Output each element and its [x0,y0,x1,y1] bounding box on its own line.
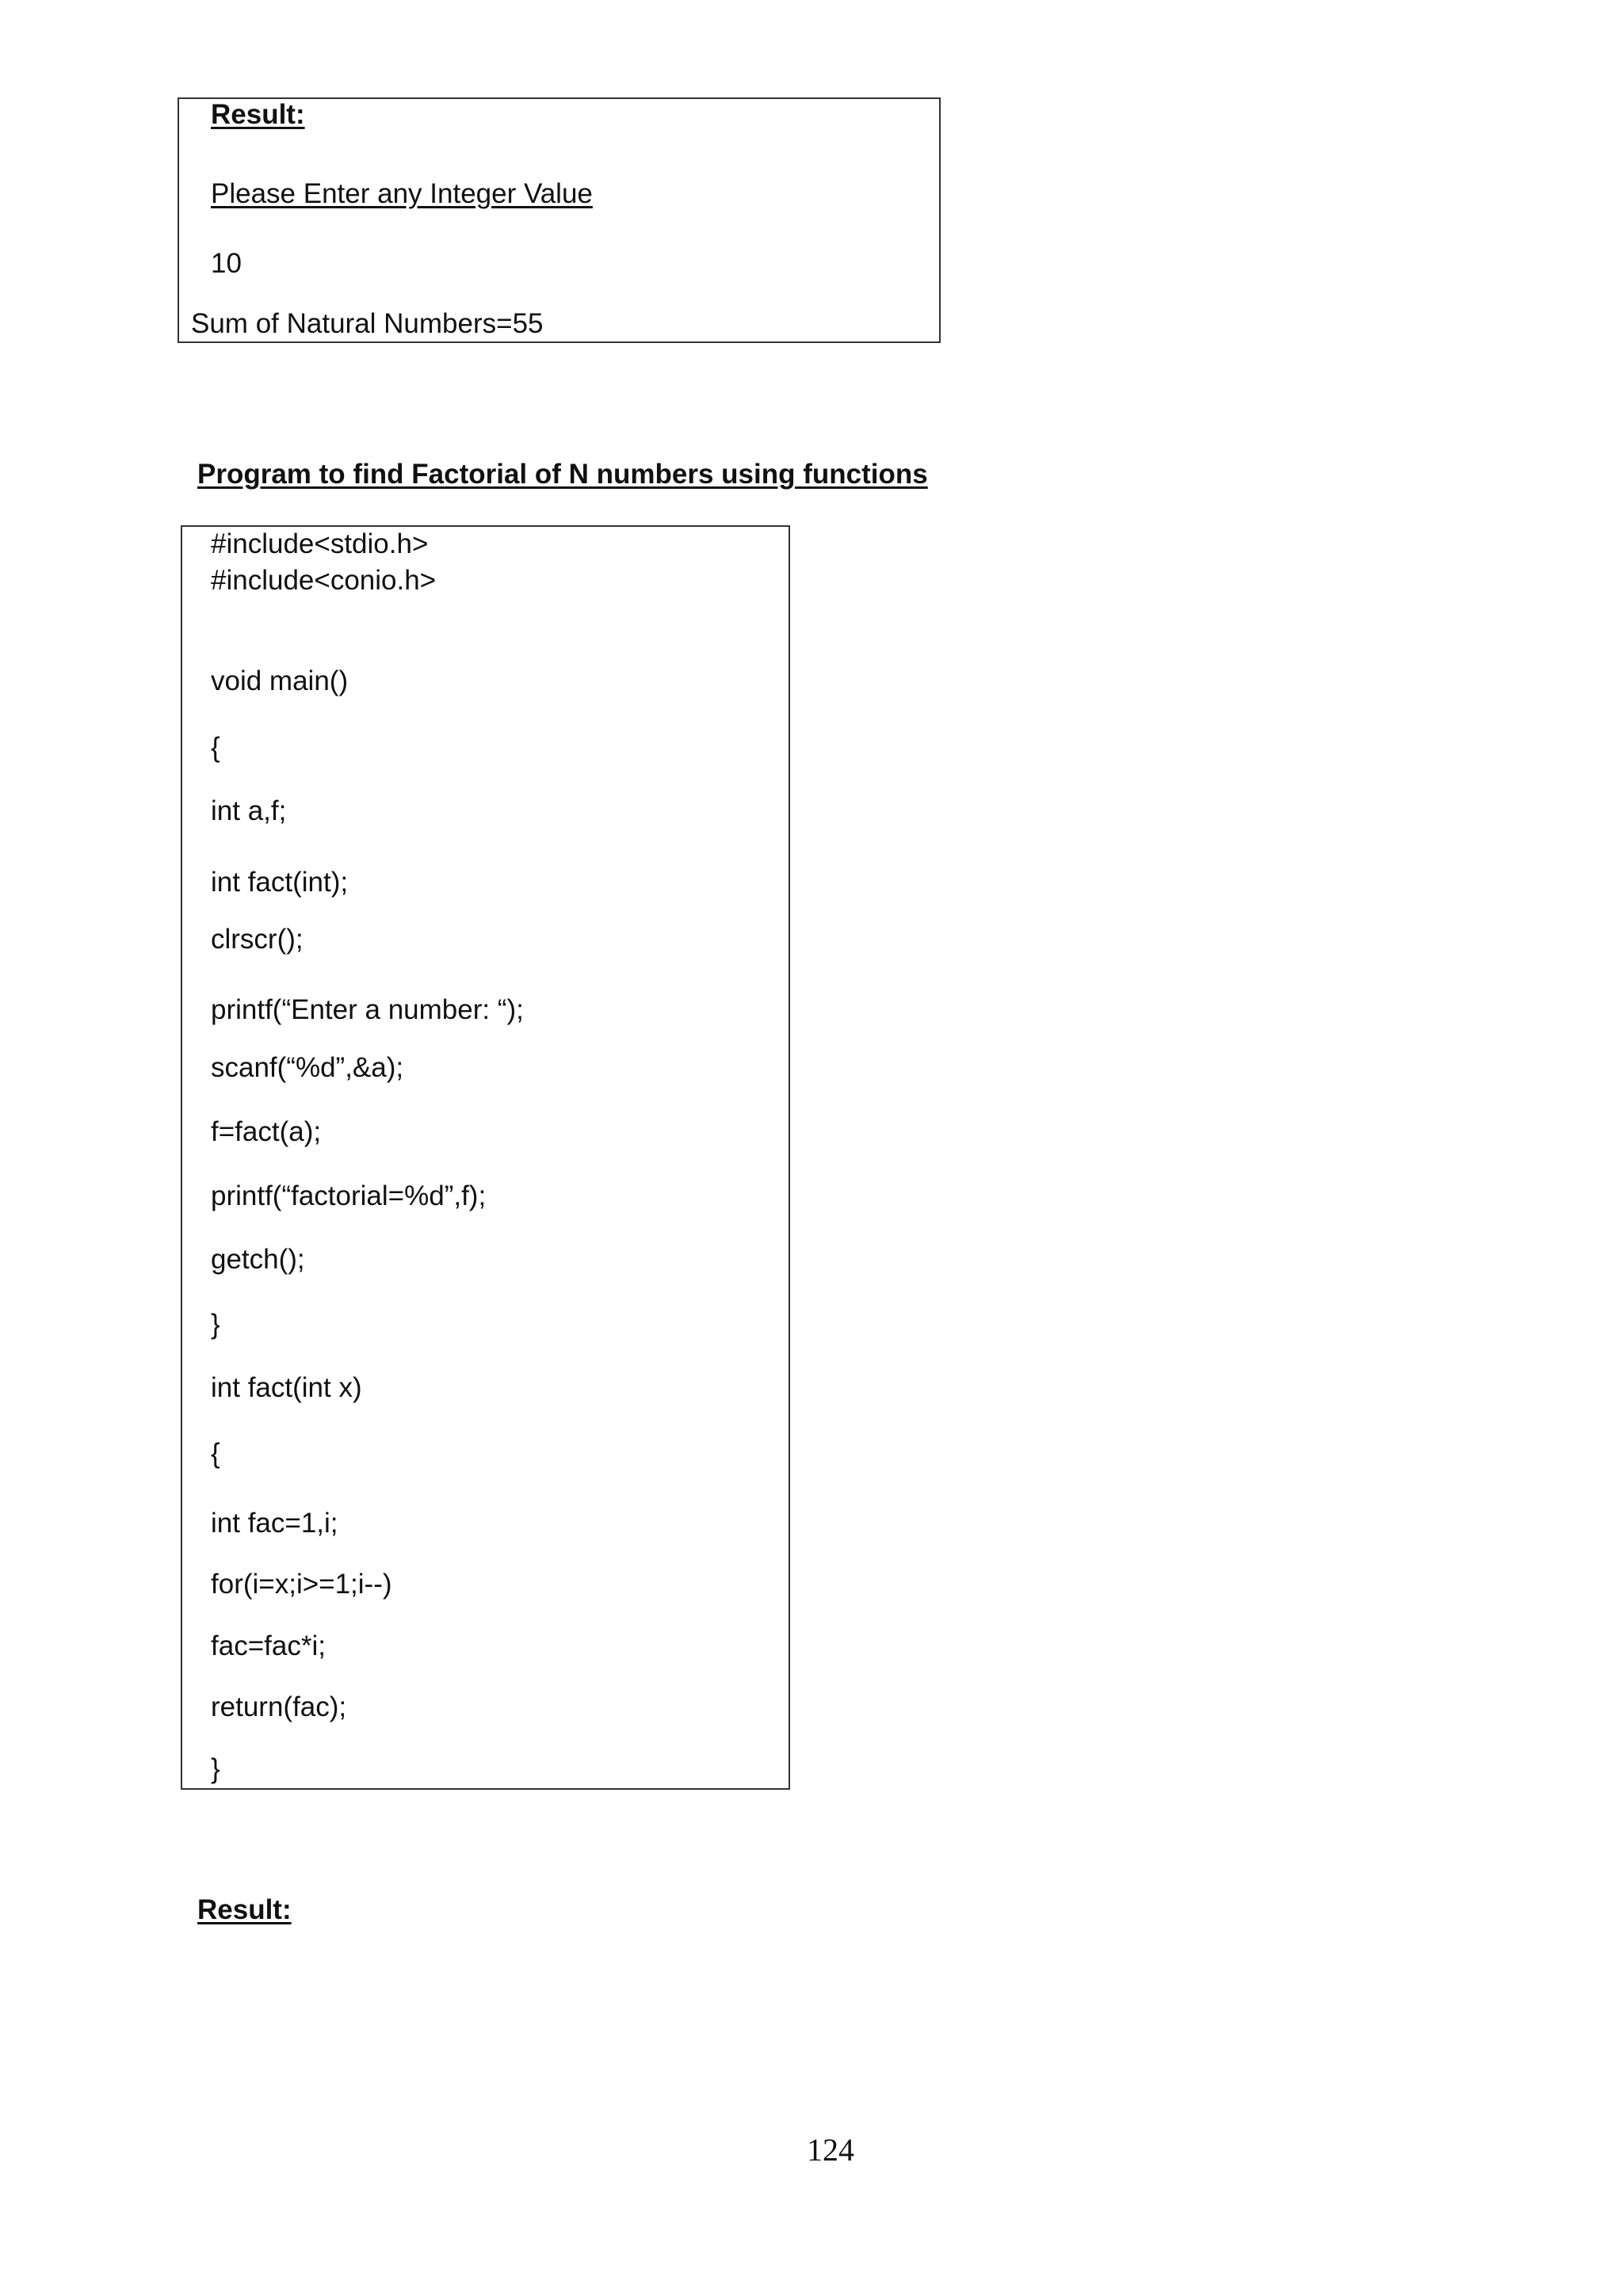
code-line: void main() [211,666,349,696]
code-line: f=fact(a); [211,1116,322,1147]
code-line: int fac=1,i; [211,1508,338,1539]
code-line: int a,f; [211,795,287,826]
result-output-box [178,97,941,343]
code-line: { [211,732,220,763]
code-line: { [211,1438,220,1469]
code-line: scanf(“%d”,&a); [211,1052,404,1083]
code-line: fac=fac*i; [211,1630,326,1661]
code-line: int fact(int); [211,867,349,898]
code-line: } [211,1309,220,1340]
page-number: 124 [807,2132,854,2168]
code-line: #include<stdio.h> [211,528,429,559]
result-heading: Result: [211,99,305,130]
result-output-value: Sum of Natural Numbers=55 [191,308,544,339]
code-line: } [211,1753,220,1784]
result-prompt: Please Enter any Integer Value [211,178,593,209]
result-input-value: 10 [211,248,242,279]
code-line: return(fac); [211,1691,347,1722]
code-line: int fact(int x) [211,1372,362,1403]
code-line: printf(“factorial=%d”,f); [211,1180,487,1211]
code-line: clrscr(); [211,924,304,955]
code-line: getch(); [211,1244,305,1275]
code-line: for(i=x;i>=1;i--) [211,1569,392,1600]
section-title: Program to find Factorial of N numbers using functions [197,459,928,490]
result-heading-2: Result: [197,1894,292,1925]
code-line: #include<conio.h> [211,565,437,596]
code-line: printf(“Enter a number: “); [211,994,524,1025]
